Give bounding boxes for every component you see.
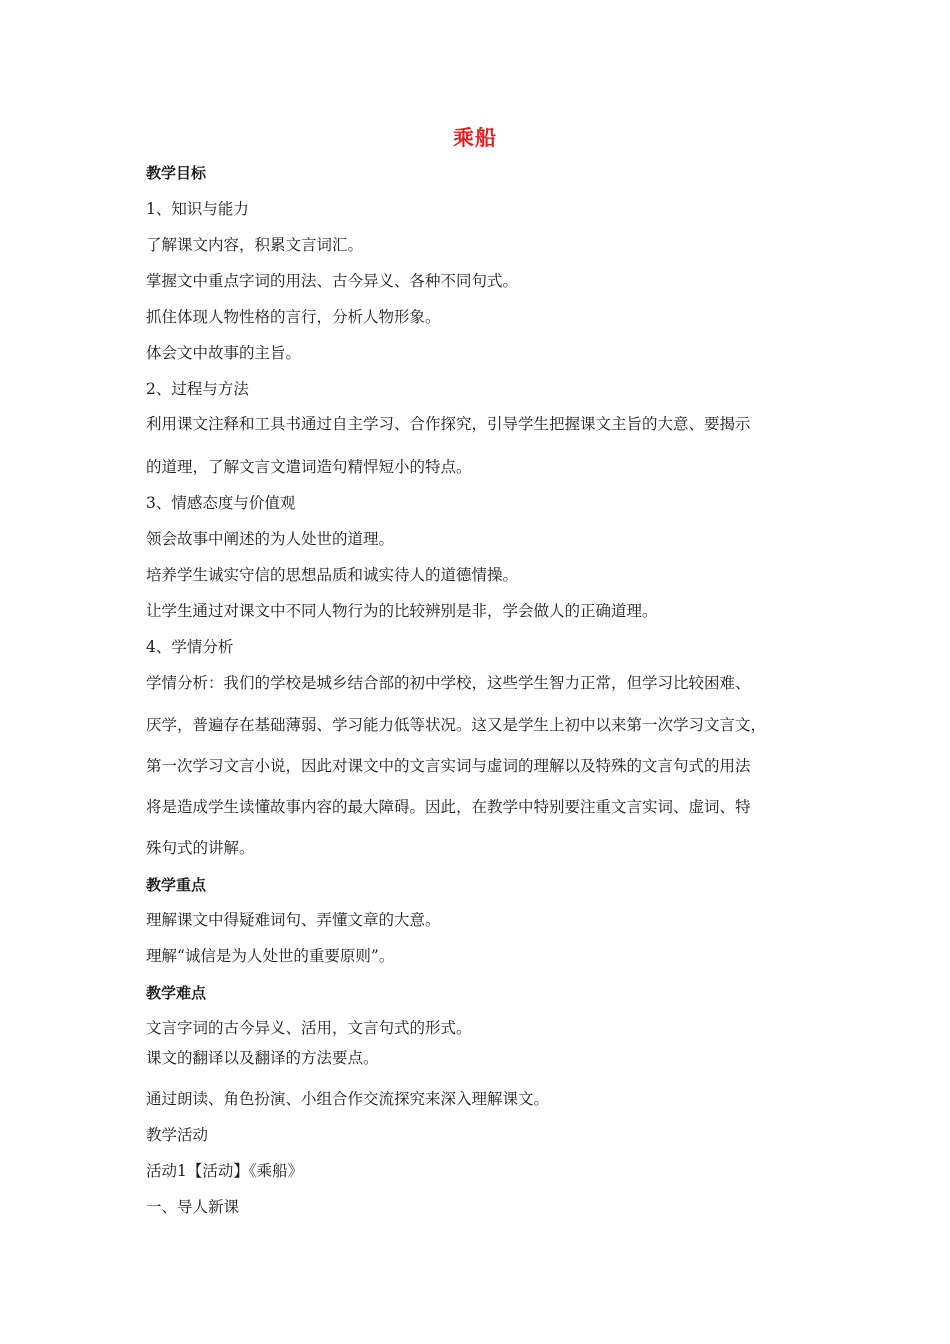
text-line: 一、导人新课 [146, 1198, 240, 1216]
text-line: 领会故事中阐述的为人处世的道理。 [146, 530, 395, 548]
text-line: 3、情感态度与价值观 [146, 494, 296, 512]
text-line: 课文的翻译以及翻译的方法要点。 [146, 1049, 379, 1067]
text-line: 1、知识与能力 [146, 200, 249, 218]
text-line: 抓住体现人物性格的言行，分析人物形象。 [146, 308, 441, 326]
text-line: 了解课文内容，积累文言词汇。 [146, 236, 364, 254]
text-line: 让学生通过对课文中不同人物行为的比较辨别是非，学会做人的正确道理。 [146, 602, 658, 620]
text-line: 通过朗读、角色扮演、小组合作交流探究来深入理解课文。 [146, 1090, 550, 1108]
text-line: 活动1【活动】《乘船》 [146, 1162, 304, 1180]
text-line: 理解“诚信是为人处世的重要原则”。 [146, 947, 395, 965]
text-line: 2、过程与方法 [146, 380, 249, 398]
text-line: 4、学情分析 [146, 638, 234, 656]
text-line: 掌握文中重点字词的用法、古今异义、各种不同句式。 [146, 272, 519, 290]
section-heading: 教学目标 [146, 164, 207, 182]
text-line: 培养学生诚实守信的思想品质和诚实待人的道德情操。 [146, 566, 519, 584]
text-line: 教学活动 [146, 1126, 209, 1144]
text-line: 学情分析：我们的学校是城乡结合部的初中学校，这些学生智力正常，但学习比较困难、 [146, 674, 751, 692]
text-line: 利用课文注释和工具书通过自主学习、合作探究，引导学生把握课文主旨的大意、要揭示 [146, 415, 751, 433]
text-line: 将是造成学生读懂故事内容的最大障碍。因此，在教学中特别要注重文言实词、虚词、特 [146, 798, 751, 816]
document-title: 乘船 [453, 126, 497, 150]
text-line: 第一次学习文言小说，因此对课文中的文言实词与虚词的理解以及特殊的文言句式的用法 [146, 757, 751, 775]
text-line: 文言字词的古今异义、活用，文言句式的形式。 [146, 1019, 472, 1037]
text-line: 理解课文中得疑难词句、弄懂文章的大意。 [146, 911, 441, 929]
text-line: 厌学，普遍存在基础薄弱、学习能力低等状况。这又是学生上初中以来第一次学习文言文， [146, 716, 767, 734]
text-line: 体会文中故事的主旨。 [146, 344, 302, 362]
section-heading: 教学难点 [146, 984, 207, 1002]
section-heading: 教学重点 [146, 876, 207, 894]
text-line: 殊句式的讲解。 [146, 839, 255, 857]
text-line: 的道理，了解文言文遣词造句精悍短小的特点。 [146, 458, 472, 476]
